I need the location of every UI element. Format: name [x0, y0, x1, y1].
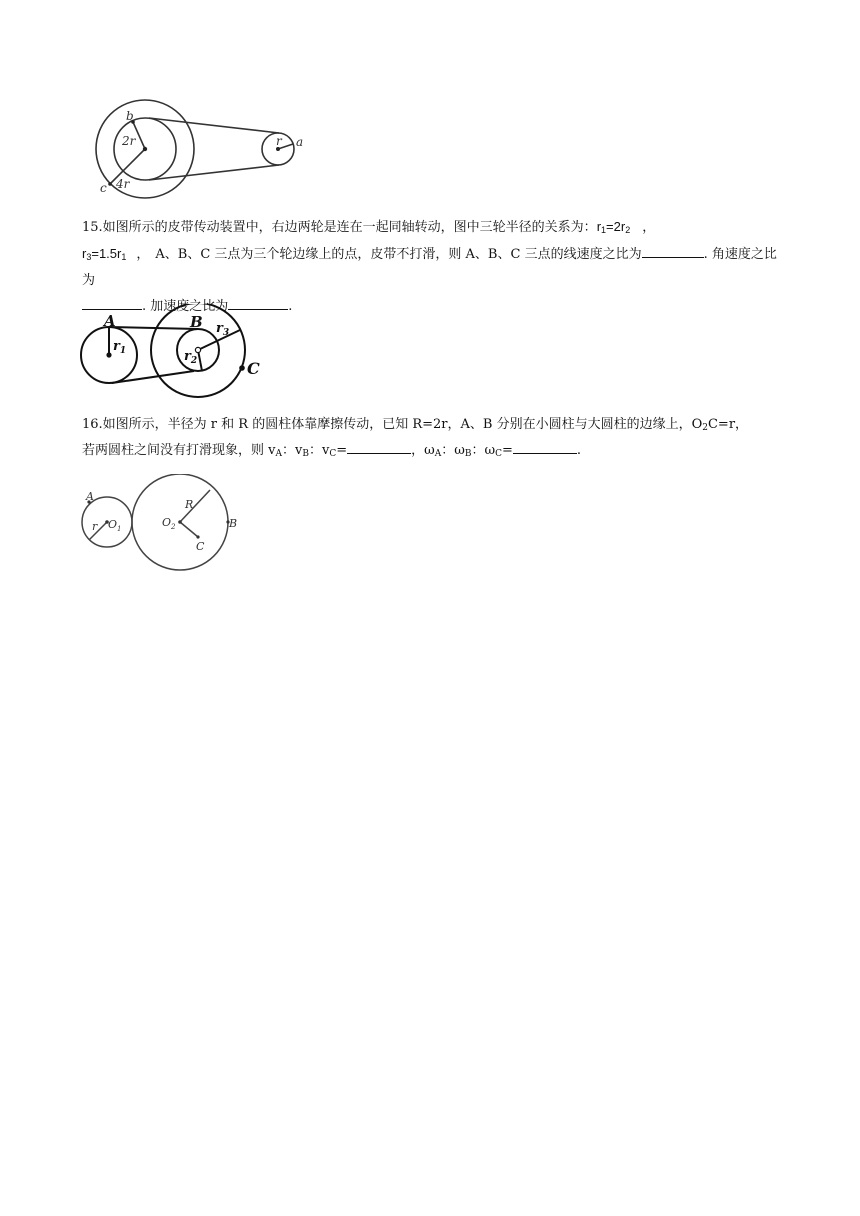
svg-text:r3: $r_3$ [216, 321, 230, 338]
radius-r2-line [198, 350, 202, 371]
label-B: B [229, 517, 238, 530]
label-r: r [92, 520, 98, 533]
svg-text:r1: $r_1$ [113, 339, 127, 356]
q15-line-2: $r_3=1.5r_1$ ， A、B、C 三点为三个轮边缘上的点，皮带不打滑，则 A、B、C 三点的线速度之比为 . 角速度之比为 [82, 241, 788, 294]
label-O2: O [162, 516, 172, 529]
q15-line-3: . 加速度之比为 . [82, 294, 788, 320]
label-r: r [276, 134, 282, 148]
label-O1: O [108, 518, 118, 531]
answer-blank-velocity-ratio[interactable] [347, 439, 411, 454]
answer-blank-omega-ratio[interactable] [513, 439, 577, 454]
label-a: a [296, 135, 304, 149]
q15-line-1: 15.如图所示的皮带传动装置中，右边两轮是连在一起同轴转动，图中三轮半径的关系为：$r_1=2r_2$ ， [82, 219, 656, 235]
belt-drive-figure-top [88, 92, 310, 204]
label-r2: r [184, 349, 191, 364]
label-B: B [190, 313, 203, 331]
friction-drive-figure-16 [80, 474, 250, 574]
label-b: b [126, 109, 134, 123]
belt-upper-line [109, 327, 198, 329]
svg-text:O1: $O_1$ [108, 518, 122, 533]
label-A: A [86, 490, 94, 503]
label-R: R [185, 498, 194, 511]
label-4r: 4r [116, 177, 130, 191]
belt-lower-line [112, 371, 194, 383]
answer-blank-linear-speed[interactable] [642, 243, 704, 258]
question-16 [82, 412, 788, 464]
label-C: C [247, 359, 260, 378]
q16-line-1: 16.如图所示，半径为 r 和 R 的圆柱体靠摩擦传动，已知 R=2r，A、B 分别在小圆柱与大圆柱的边缘上，$O_2C=r$， [82, 417, 749, 433]
label-r3: r [216, 321, 223, 336]
svg-text:O2: $O_2$ [162, 516, 176, 531]
label-2r: 2r [122, 134, 136, 148]
belt-bottom-line [149, 165, 279, 180]
label-A: A [104, 312, 116, 330]
label-C: C [196, 540, 205, 553]
q16-line-2: 若两圆柱之间没有打滑现象，则 $v_A$：$v_B$：$v_C=$ ，$\omega_A$：$\omega_B$：$\omega_C=$ . [82, 438, 788, 464]
radius-O2C-line [180, 522, 198, 537]
belt-drive-figure-15 [80, 304, 266, 400]
belt-top-line [149, 118, 279, 133]
label-r1: r [113, 339, 120, 354]
label-c: c [100, 181, 107, 195]
svg-text:r2: $r_2$ [184, 349, 198, 366]
